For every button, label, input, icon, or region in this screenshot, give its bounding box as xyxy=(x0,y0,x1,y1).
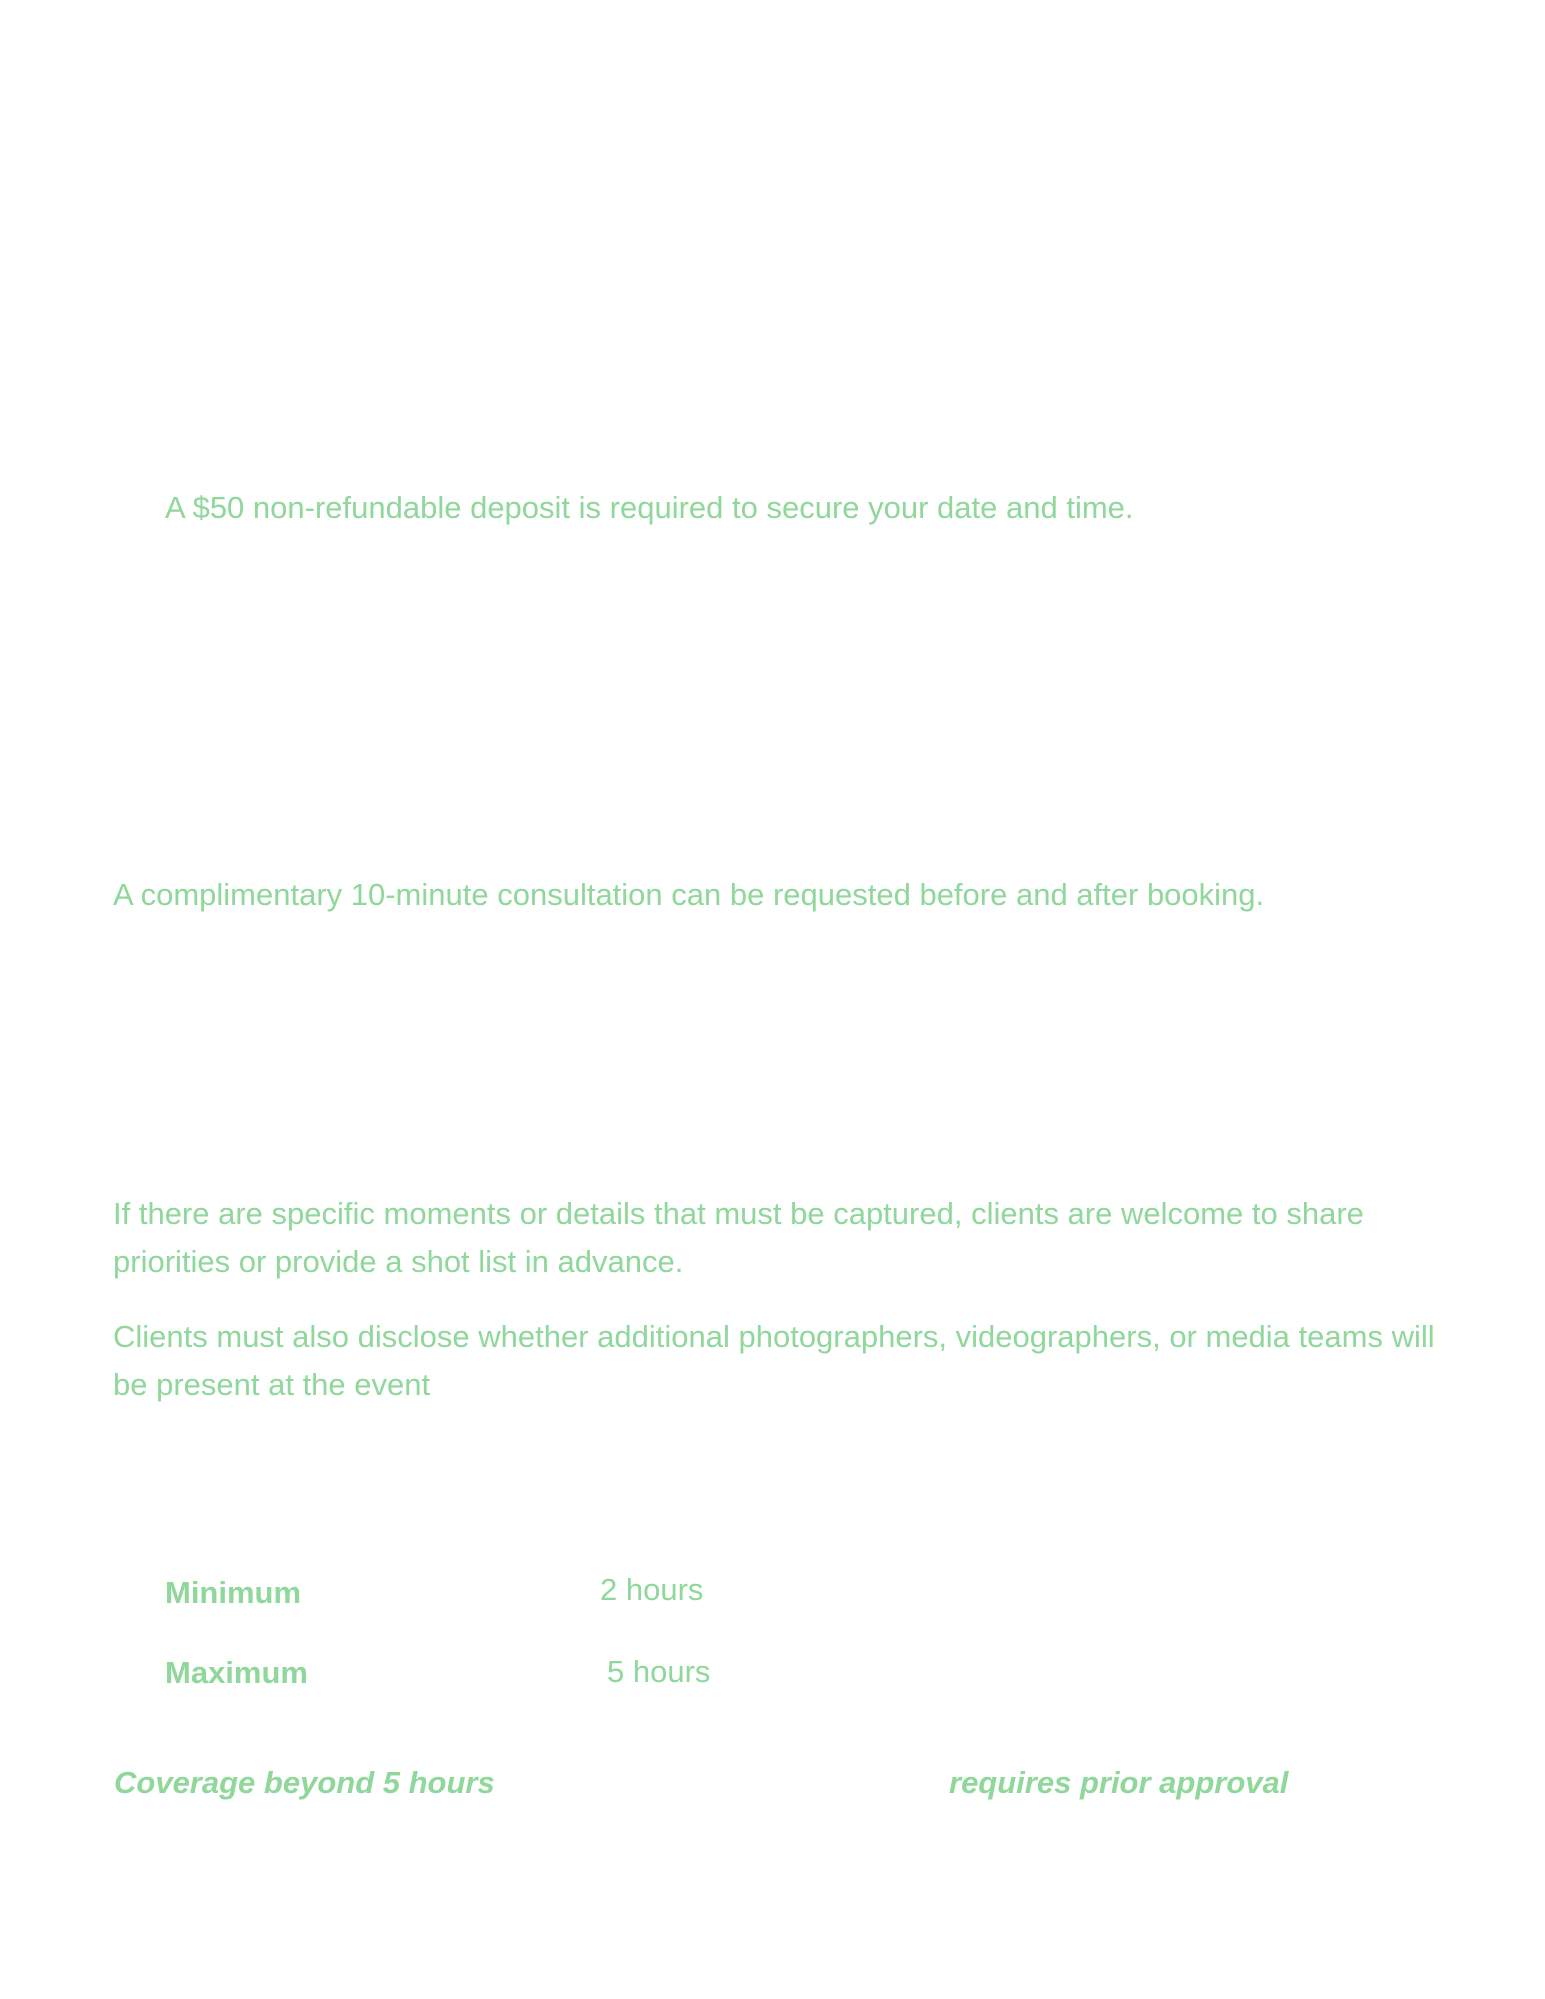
coverage-value-minimum: 2 hours xyxy=(600,1572,704,1607)
coverage-label-maximum: Maximum xyxy=(165,1655,308,1690)
coverage-note-left: Coverage beyond 5 hours xyxy=(114,1765,495,1800)
consultation-text: A complimentary 10-minute consultation can be requested before and after booking. xyxy=(113,877,1265,912)
coverage-note-right: requires prior approval xyxy=(949,1765,1289,1800)
coverage-label-minimum: Minimum xyxy=(165,1575,302,1610)
coverage-value-maximum: 5 hours xyxy=(607,1654,711,1689)
shot-list-text: If there are specific moments or details that must be captured, clients are welcome to share priorities or provide a shot list in advance. xyxy=(113,1196,1364,1279)
deposit-text: A $50 non-refundable deposit is required to secure your date and time. xyxy=(165,490,1134,525)
disclosure-text: Clients must also disclose whether additional photographers, videographers, or media teams will be present at the event xyxy=(113,1319,1435,1402)
